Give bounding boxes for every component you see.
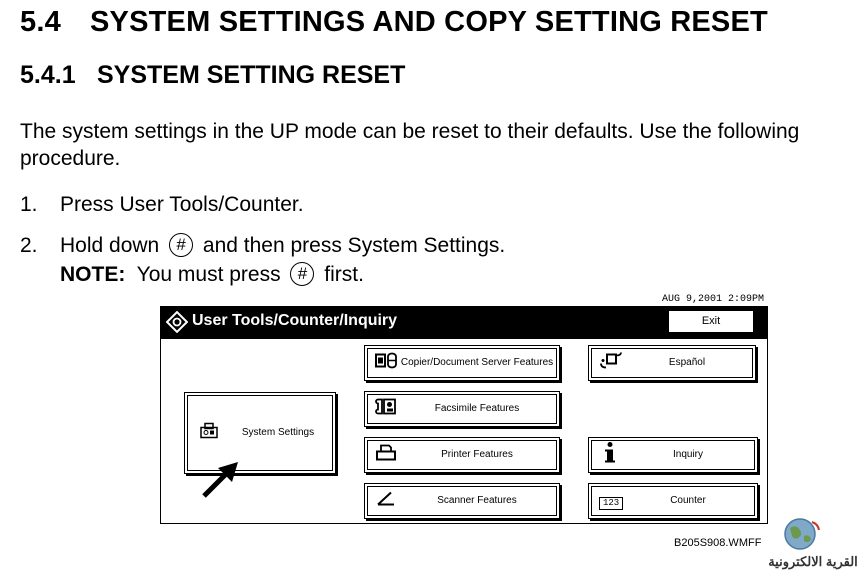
scanner-icon xyxy=(375,490,397,513)
system-settings-icon xyxy=(199,422,219,445)
screen-title-bar xyxy=(160,306,768,338)
printer-features-button[interactable] xyxy=(364,437,560,473)
subsection-heading xyxy=(20,61,405,90)
printer-icon xyxy=(375,444,397,467)
language-switch-icon xyxy=(599,352,623,375)
watermark-text: القرية الالكترونية xyxy=(768,554,858,569)
datetime-readout: AUG 9,2001 2:09PM xyxy=(661,294,764,305)
counter-icon-text: 123 xyxy=(599,497,623,510)
section-heading xyxy=(20,6,768,39)
step-text: Press User Tools/Counter. xyxy=(60,193,304,216)
step-number: 1. xyxy=(20,193,38,216)
exit-button[interactable]: Exit xyxy=(668,310,754,333)
section-number: 5.4 xyxy=(20,6,61,38)
hash-key-icon: # xyxy=(290,262,314,286)
facsimile-icon xyxy=(375,398,397,421)
step-text-before: Hold down xyxy=(60,234,160,257)
info-icon xyxy=(603,442,617,469)
hash-key-icon: # xyxy=(169,233,193,257)
step-1 xyxy=(20,193,304,217)
screen-title: User Tools/Counter/Inquiry xyxy=(192,312,398,329)
control-panel-screenshot xyxy=(160,294,768,524)
scanner-label: Scanner Features xyxy=(437,495,517,506)
note-text-after: first. xyxy=(324,263,364,286)
scanner-features-button[interactable] xyxy=(364,483,560,519)
copier-icon xyxy=(375,353,397,374)
counter-label: Counter xyxy=(670,495,706,506)
section-title: SYSTEM SETTINGS AND COPY SETTING RESET xyxy=(90,6,768,38)
counter-button[interactable] xyxy=(588,483,758,519)
inquiry-label: Inquiry xyxy=(672,449,703,460)
watermark-logo xyxy=(760,516,866,576)
note-label: NOTE: xyxy=(60,263,126,286)
subsection-title: SYSTEM SETTING RESET xyxy=(97,61,406,89)
copier-features-button[interactable] xyxy=(364,345,560,381)
note-text-before: You must press xyxy=(136,263,281,286)
user-tools-icon xyxy=(166,311,188,338)
printer-label: Printer Features xyxy=(441,449,513,460)
inquiry-button[interactable] xyxy=(588,437,758,473)
intro-paragraph: The system settings in the UP mode can be reset to their defaults. Use the following procedure. xyxy=(20,120,800,170)
espanol-label: Español xyxy=(668,357,706,368)
step-number: 2. xyxy=(20,234,38,257)
globe-icon xyxy=(782,516,822,557)
subsection-number: 5.4.1 xyxy=(20,61,76,89)
arrow-pointer-icon xyxy=(200,460,244,505)
figure-caption: B205S908.WMFF xyxy=(674,537,762,549)
step-text-after: and then press System Settings. xyxy=(202,234,506,257)
facsimile-label: Facsimile Features xyxy=(434,403,520,414)
espanol-button[interactable] xyxy=(588,345,756,381)
note-line xyxy=(60,262,364,287)
step-2 xyxy=(20,233,505,258)
system-settings-label: System Settings xyxy=(241,427,315,438)
facsimile-features-button[interactable] xyxy=(364,391,560,427)
copier-label: Copier/Document Server Features xyxy=(400,357,554,368)
counter-icon xyxy=(599,492,623,510)
